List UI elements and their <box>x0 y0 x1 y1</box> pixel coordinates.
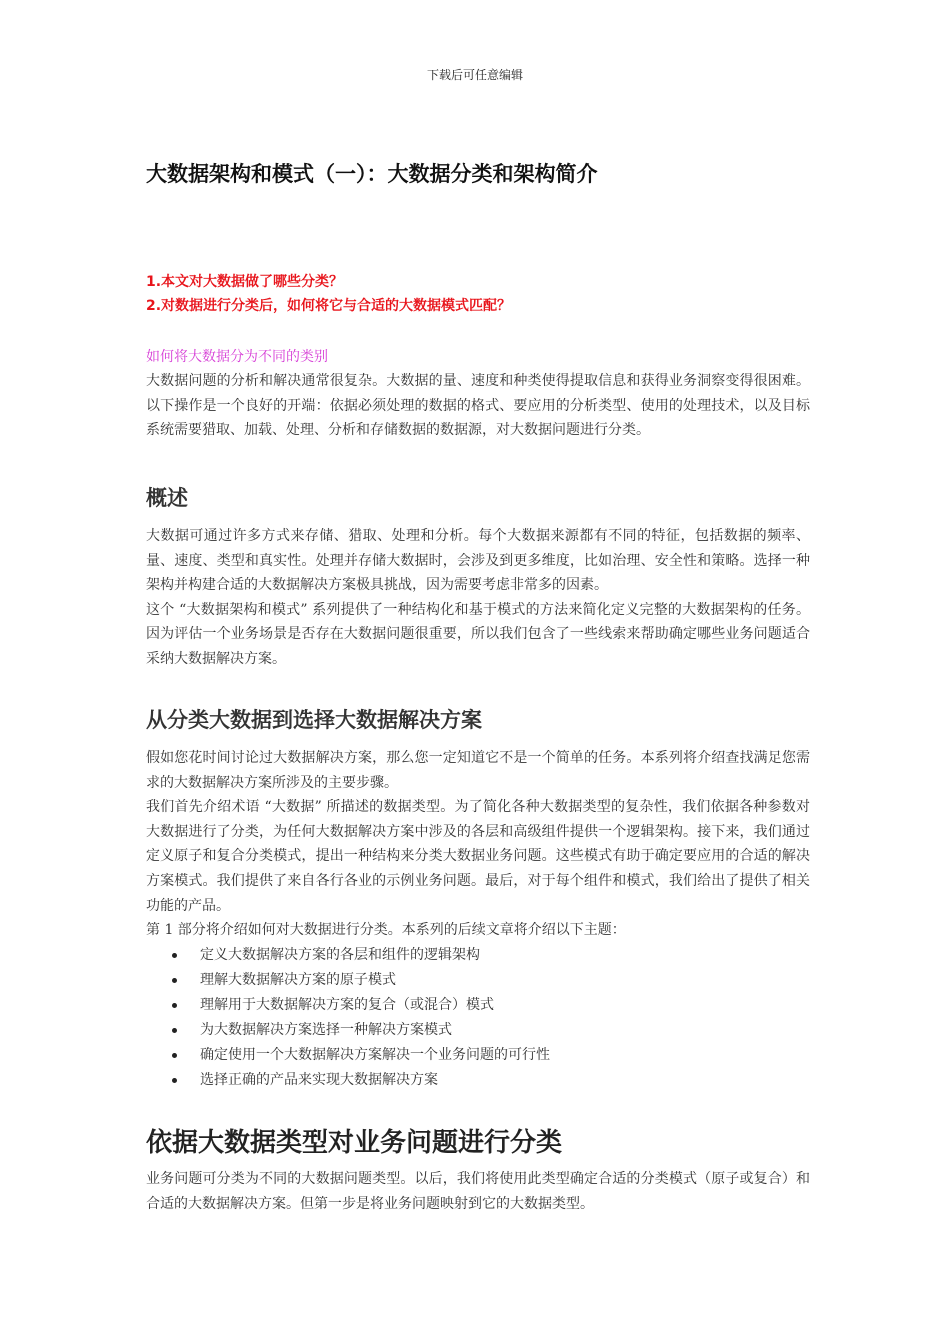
classify-paragraph-2: 我们首先介绍术语 “大数据” 所描述的数据类型。为了简化各种大数据类型的复杂性，我们依据各种参数对大数据进行了分类，为任何大数据解决方案中涉及的各层和高级组件提供一个逻辑架构。接下来，我们通过定义原子和复合分类模式，提出一种结构来分类大数据业务问题。这些模式有助于确定要应用的合适的解决方案模式。我们提供了来自各行各业的示例业务问题。最后，对于每个组件和模式，我们给出了提供了相关功能的产品。 <box>146 799 810 914</box>
overview-section <box>146 482 810 672</box>
question-1: 1.本文对大数据做了哪些分类？ <box>146 274 344 290</box>
intro-subheading-link[interactable]: 如何将大数据分为不同的类别 <box>146 349 328 365</box>
overview-paragraph-1: 大数据可通过许多方式来存储、猎取、处理和分析。每个大数据来源都有不同的特征，包括数据的频率、量、速度、类型和真实性。处理并存储大数据时，会涉及到更多维度，比如治理、安全性和策略。选择一种架构并构建合适的大数据解决方案极具挑战，因为需要考虑非常多的因素。 <box>146 528 810 594</box>
question-2: 2.对数据进行分类后，如何将它与合适的大数据模式匹配？ <box>146 298 512 314</box>
page-header: 下载后可任意编辑 <box>426 68 523 82</box>
list-item: 为大数据解决方案选择一种解决方案模式 <box>146 1018 810 1043</box>
list-item: 理解用于大数据解决方案的复合（或混合）模式 <box>146 993 810 1018</box>
bullet-icon <box>172 1078 177 1083</box>
intro-paragraph: 大数据问题的分析和解决通常很复杂。大数据的量、速度和种类使得提取信息和获得业务洞察变得很困难。以下操作是一个良好的开端：依据必须处理的数据的格式、要应用的分析类型、使用的处理技术，以及目标系统需要猎取、加载、处理、分析和存储数据的数据源，对大数据问题进行分类。 <box>146 373 810 439</box>
topic-list <box>146 943 810 1093</box>
classify-heading: 从分类大数据到选择大数据解决方案 <box>146 708 482 732</box>
business-heading: 依据大数据类型对业务问题进行分类 <box>146 1128 563 1158</box>
intro-section <box>146 369 810 443</box>
bullet-icon <box>172 978 177 983</box>
overview-heading: 概述 <box>146 486 188 510</box>
list-item: 定义大数据解决方案的各层和组件的逻辑架构 <box>146 943 810 968</box>
list-item: 确定使用一个大数据解决方案解决一个业务问题的可行性 <box>146 1043 810 1068</box>
bullet-icon <box>172 1003 177 1008</box>
key-questions <box>146 270 810 318</box>
classify-paragraph-3: 第 1 部分将介绍如何对大数据进行分类。本系列的后续文章将介绍以下主题： <box>146 922 626 939</box>
classify-section <box>146 704 810 1093</box>
bullet-icon <box>172 1053 177 1058</box>
bullet-icon <box>172 953 177 958</box>
list-item: 理解大数据解决方案的原子模式 <box>146 968 810 993</box>
classify-paragraph-1: 假如您花时间讨论过大数据解决方案，那么您一定知道它不是一个简单的任务。本系列将介绍查找满足您需求的大数据解决方案所涉及的主要步骤。 <box>146 750 810 791</box>
business-paragraph: 业务问题可分类为不同的大数据问题类型。以后，我们将使用此类型确定合适的分类模式（原子或复合）和合适的大数据解决方案。但第一步是将业务问题映射到它的大数据类型。 <box>146 1171 810 1212</box>
bullet-icon <box>172 1028 177 1033</box>
business-section <box>146 1122 810 1216</box>
list-item: 选择正确的产品来实现大数据解决方案 <box>146 1068 810 1093</box>
document-title: 大数据架构和模式（一）：大数据分类和架构简介 <box>146 162 598 186</box>
overview-paragraph-2: 这个 “大数据架构和模式” 系列提供了一种结构化和基于模式的方法来简化定义完整的大数据架构的任务。因为评估一个业务场景是否存在大数据问题很重要，所以我们包含了一些线索来帮助确定哪些业务问题适合采纳大数据解决方案。 <box>146 601 810 667</box>
